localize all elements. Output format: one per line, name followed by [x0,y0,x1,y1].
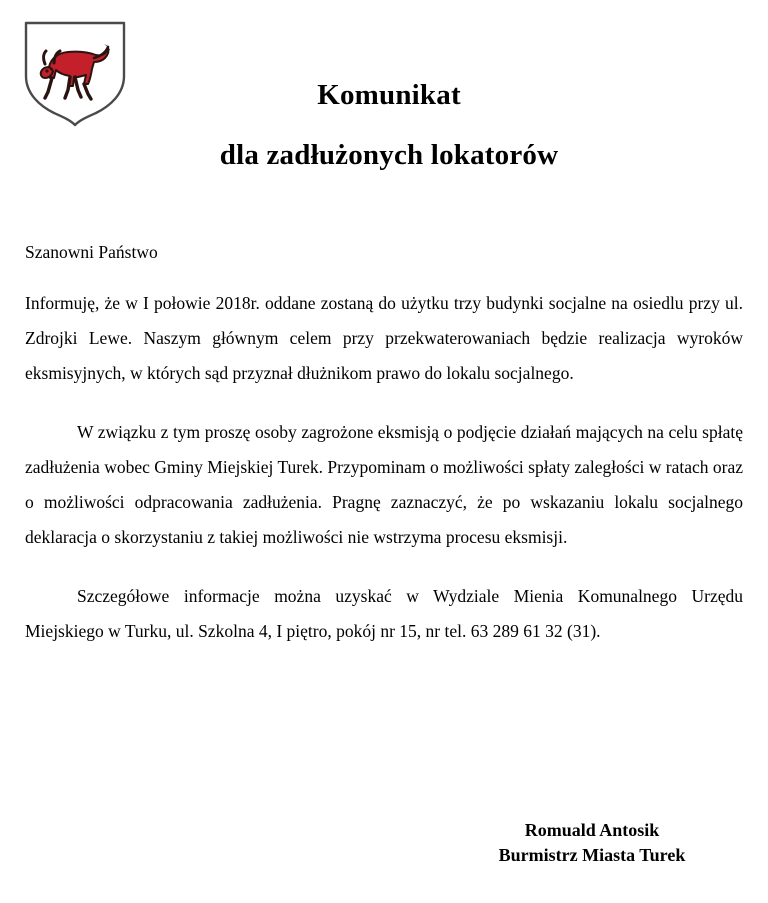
signature-name: Romuald Antosik [524,820,660,840]
signature-block [432,818,752,868]
coat-of-arms-icon [18,20,132,128]
document-body [25,240,743,649]
page-title [150,78,628,172]
body-paragraph-2: W związku z tym proszę osoby zagrożone eksmisją o podjęcie działań mających na celu spłatę zadłużenia wobec Gminy Miejskiej Turek. Przypominam o możliwości spłaty zaległości w ratach oraz o możliwości odpracowania zadłużenia. Pragnę zaznaczyć, że po wskazaniu lokalu socjalnego deklaracja o skorzystaniu z takiej możliwości nie wstrzyma procesu eksmisji. [25,422,743,547]
body-paragraph-3: Szczegółowe informacje można uzyskać w Wydziale Mienia Komunalnego Urzędu Miejskiego w Turku, ul. Szkolna 4, I piętro, pokój nr 15, nr tel. 63 289 61 32 (31). [25,586,743,641]
title-line-primary: Komunikat [317,79,461,111]
title-line-secondary: dla zadłużonych lokatorów [219,139,559,171]
body-paragraph-1: Informuję, że w I połowie 2018r. oddane zostaną do użytku trzy budynki socjalne na osiedlu przy ul. Zdrojki Lewe. Naszym głównym celem przy przekwaterowaniach będzie realizacja wyroków eksmisyjnych, w których sąd przyznał dłużnikom prawo do lokalu socjalnego. [25,293,743,383]
signature-role: Burmistrz Miasta Turek [498,845,686,865]
salutation: Szanowni Państwo [25,242,158,262]
